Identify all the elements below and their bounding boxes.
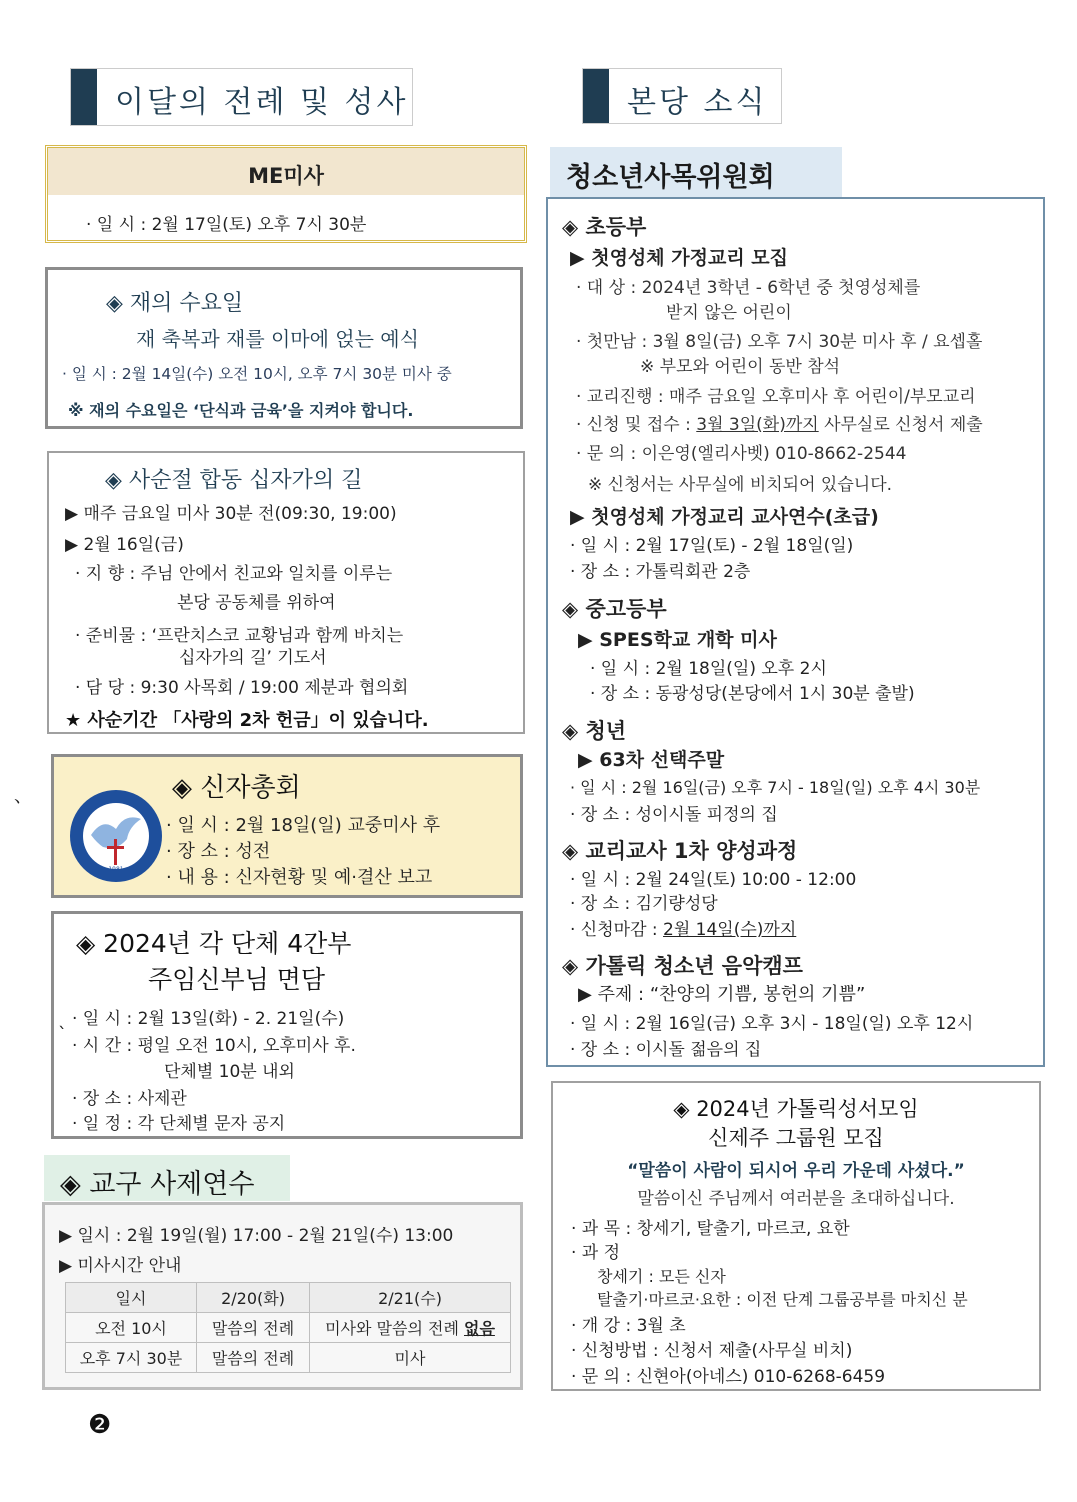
bible-study-subjects: · 과 목 : 창세기, 탈출기, 마르코, 요한 [571,1219,850,1239]
interview-title: ◈ 2024년 각 단체 4간부 [76,929,352,958]
catechist-datetime: · 일 시 : 2월 24일(토) 10:00 - 12:00 [570,870,857,890]
table-cell-text: 미사와 말씀의 전례 [325,1319,464,1338]
stations-collection-note: ★ 사순기간 「사랑의 2차 헌금」이 있습니다. [65,710,429,731]
bible-study-course-others: 탈출기·마르코·요한 : 이전 단계 그룹공부를 마치신 분 [597,1290,968,1309]
youth-title: 청소년사목위원회 [566,162,775,193]
bible-study-start: · 개 강 : 3월 초 [571,1316,686,1336]
right-section-header [582,68,782,124]
right-header-title: 본당 소식 [627,85,768,120]
table-cell: 말씀의 전례 [197,1343,310,1373]
stations-materials-cont: 십자가의 길’ 기도서 [179,648,327,668]
svg-text:1981: 1981 [108,866,124,873]
bible-study-title: ◈ 2024년 가톨릭성서모임 [673,1097,919,1121]
bible-study-box [551,1081,1041,1391]
middle-high-place: · 장 소 : 동광성당(본당에서 1시 30분 출발) [590,684,915,704]
catechist-deadline [570,915,796,940]
bible-study-invitation: 말씀이신 주님께서 여러분을 초대하십니다. [637,1189,955,1209]
music-camp-datetime: · 일 시 : 2월 16일(금) 오후 3시 - 18일(일) 오후 12시 [570,1014,974,1034]
assembly-datetime: · 일 시 : 2월 18일(일) 교중미사 후 [166,815,441,836]
table-row [66,1343,511,1373]
header-accent-bar [71,69,97,125]
elementary-schedule: · 교리진행 : 매주 금요일 오후미사 후 어린이/부모교리 [576,387,976,407]
youth-title-band [550,147,842,197]
young-adult-place: · 장 소 : 성이시돌 피정의 집 [570,805,778,825]
music-camp-place: · 장 소 : 이시돌 젊음의 집 [570,1040,762,1060]
table-header-cell: 2/21(수) [310,1283,511,1313]
ash-wednesday-subtitle: 재 축복과 재를 이마에 얹는 예식 [136,327,419,351]
page-number: ❷ [88,1410,112,1440]
header-accent-bar [583,69,609,123]
table-header-cell: 일시 [66,1283,197,1313]
middle-high-sub: ▶ SPES학교 개학 미사 [578,629,777,651]
bible-study-apply: · 신청방법 : 신청서 제출(사무실 비치) [571,1341,853,1361]
retreat-mass-guide: ▶ 미사시간 안내 [59,1256,182,1276]
teacher-training-place: · 장 소 : 가톨릭회관 2층 [570,562,751,582]
elementary-form-note: ※ 신청서는 사무실에 비치되어 있습니다. [588,475,893,495]
stray-mark: ` [58,1024,67,1045]
retreat-box [42,1202,523,1390]
youth-box [546,197,1045,1067]
elementary-sub1: ▶ 첫영성체 가정교리 모집 [570,247,788,269]
music-camp-theme: ▶ 주제 : “찬양의 기쁨, 봉헌의 기쁨” [578,984,866,1005]
interview-place: · 장 소 : 사제관 [72,1089,187,1109]
interview-schedule: · 일 정 : 각 단체별 문자 공지 [72,1114,286,1134]
young-adult-sub: ▶ 63차 선택주말 [578,749,725,771]
retreat-mass-table [65,1282,511,1373]
assembly-place: · 장 소 : 성전 [166,841,271,862]
stations-box [47,451,525,734]
elementary-sub2: ▶ 첫영성체 가정교리 교사연수(초급) [570,506,879,528]
elementary-application [576,410,983,435]
ash-wednesday-box [45,267,523,429]
table-header-cell: 2/20(화) [197,1283,310,1313]
stations-title: ◈ 사순절 합동 십자가의 길 [105,468,363,493]
table-header-row [66,1283,511,1313]
elementary-title: ◈ 초등부 [562,215,647,239]
elementary-target: · 대 상 : 2024년 3학년 - 6학년 중 첫영성체를 [576,278,921,298]
table-cell: 미사 [310,1343,511,1373]
stations-charge: · 담 당 : 9:30 사목회 / 19:00 제분과 협의회 [75,678,409,698]
table-cell: 오후 7시 30분 [66,1343,197,1373]
interview-box [51,911,523,1139]
deadline-label: · 신청마감 : [570,920,664,940]
stations-intention-cont: 본당 공동체를 위하여 [177,593,336,613]
stations-weekly: ▶ 매주 금요일 미사 30분 전(09:30, 19:00) [65,504,397,524]
young-adult-datetime: · 일 시 : 2월 16일(금) 오후 7시 - 18일(일) 오후 4시 30분 [570,778,981,797]
table-cell [310,1313,511,1343]
young-adult-title: ◈ 청년 [562,719,627,743]
bible-study-quote: “말씀이 사람이 되시어 우리 가운데 사셨다.” [627,1161,965,1181]
table-cell: 말씀의 전례 [197,1313,310,1343]
bible-study-course-genesis: 창세기 : 모든 신자 [597,1267,726,1286]
interview-time: · 시 간 : 평일 오전 10시, 오후미사 후. [72,1036,356,1056]
retreat-title-band [44,1155,290,1201]
ash-wednesday-title: ◈ 재의 수요일 [106,291,244,316]
application-label: · 신청 및 접수 : [576,415,697,435]
me-mass-title: ME미사 [248,164,324,188]
catechist-title: ◈ 교리교사 1차 양성과정 [562,839,798,863]
middle-high-title: ◈ 중고등부 [562,597,667,621]
stray-mark: 、 [14,786,32,807]
parish-logo [69,789,163,883]
application-method: 사무실로 신청서 제출 [818,415,983,435]
ash-wednesday-note: ※ 재의 수요일은 ‘단식과 금육’을 지켜야 합니다. [68,401,414,420]
me-mass-datetime: · 일 시 : 2월 17일(토) 오후 7시 30분 [86,215,367,235]
assembly-content: · 내 용 : 신자현황 및 예·결산 보고 [166,867,433,888]
table-cell-none: 없음 [463,1319,495,1338]
left-section-header [70,68,413,126]
interview-title-cont: 주임신부님 면담 [148,965,325,994]
table-row [66,1313,511,1343]
retreat-title: ◈ 교구 사제연수 [60,1169,255,1200]
catechist-place: · 장 소 : 김기량성당 [570,894,718,914]
elementary-target-cont: 받지 않은 어린이 [666,303,792,323]
deadline-date: 2월 14일(수)까지 [663,920,797,940]
bible-study-title-cont: 신제주 그룹원 모집 [708,1126,884,1150]
assembly-title: ◈ 신자총회 [172,773,301,803]
interview-datetime: · 일 시 : 2월 13일(화) - 2. 21일(수) [72,1009,345,1029]
elementary-first-meeting: · 첫만남 : 3월 8일(금) 오후 7시 30분 미사 후 / 요셉홀 [576,332,983,352]
left-header-title: 이달의 전례 및 성사 [115,85,409,120]
me-mass-box [45,145,527,243]
retreat-datetime: ▶ 일시 : 2월 19일(월) 17:00 - 2월 21일(수) 13:00 [59,1226,454,1246]
application-deadline: 3월 3일(화)까지 [696,415,819,435]
ash-wednesday-datetime: · 일 시 : 2월 14일(수) 오전 10시, 오후 7시 30분 미사 중 [62,365,452,383]
teacher-training-date: · 일 시 : 2월 17일(토) - 2월 18일(일) [570,536,854,556]
elementary-first-meeting-note: ※ 부모와 어린이 동반 참석 [640,357,841,377]
middle-high-datetime: · 일 시 : 2월 18일(일) 오후 2시 [590,659,827,679]
stations-intention: · 지 향 : 주님 안에서 친교와 일치를 이루는 [75,564,393,584]
bible-study-contact: · 문 의 : 신현아(아네스) 010-6268-6459 [571,1367,886,1387]
bible-study-courses: · 과 정 [571,1243,621,1263]
music-camp-title: ◈ 가톨릭 청소년 음악캠프 [562,954,803,978]
stations-materials: · 준비물 : ‘프란치스코 교황님과 함께 바치는 [75,626,404,646]
stations-date: ▶ 2월 16일(금) [65,535,184,555]
elementary-contact: · 문 의 : 이은영(엘리사벳) 010-8662-2544 [576,444,907,464]
interview-time-cont: 단체별 10분 내외 [164,1062,295,1082]
assembly-box [51,754,523,898]
table-cell: 오전 10시 [66,1313,197,1343]
